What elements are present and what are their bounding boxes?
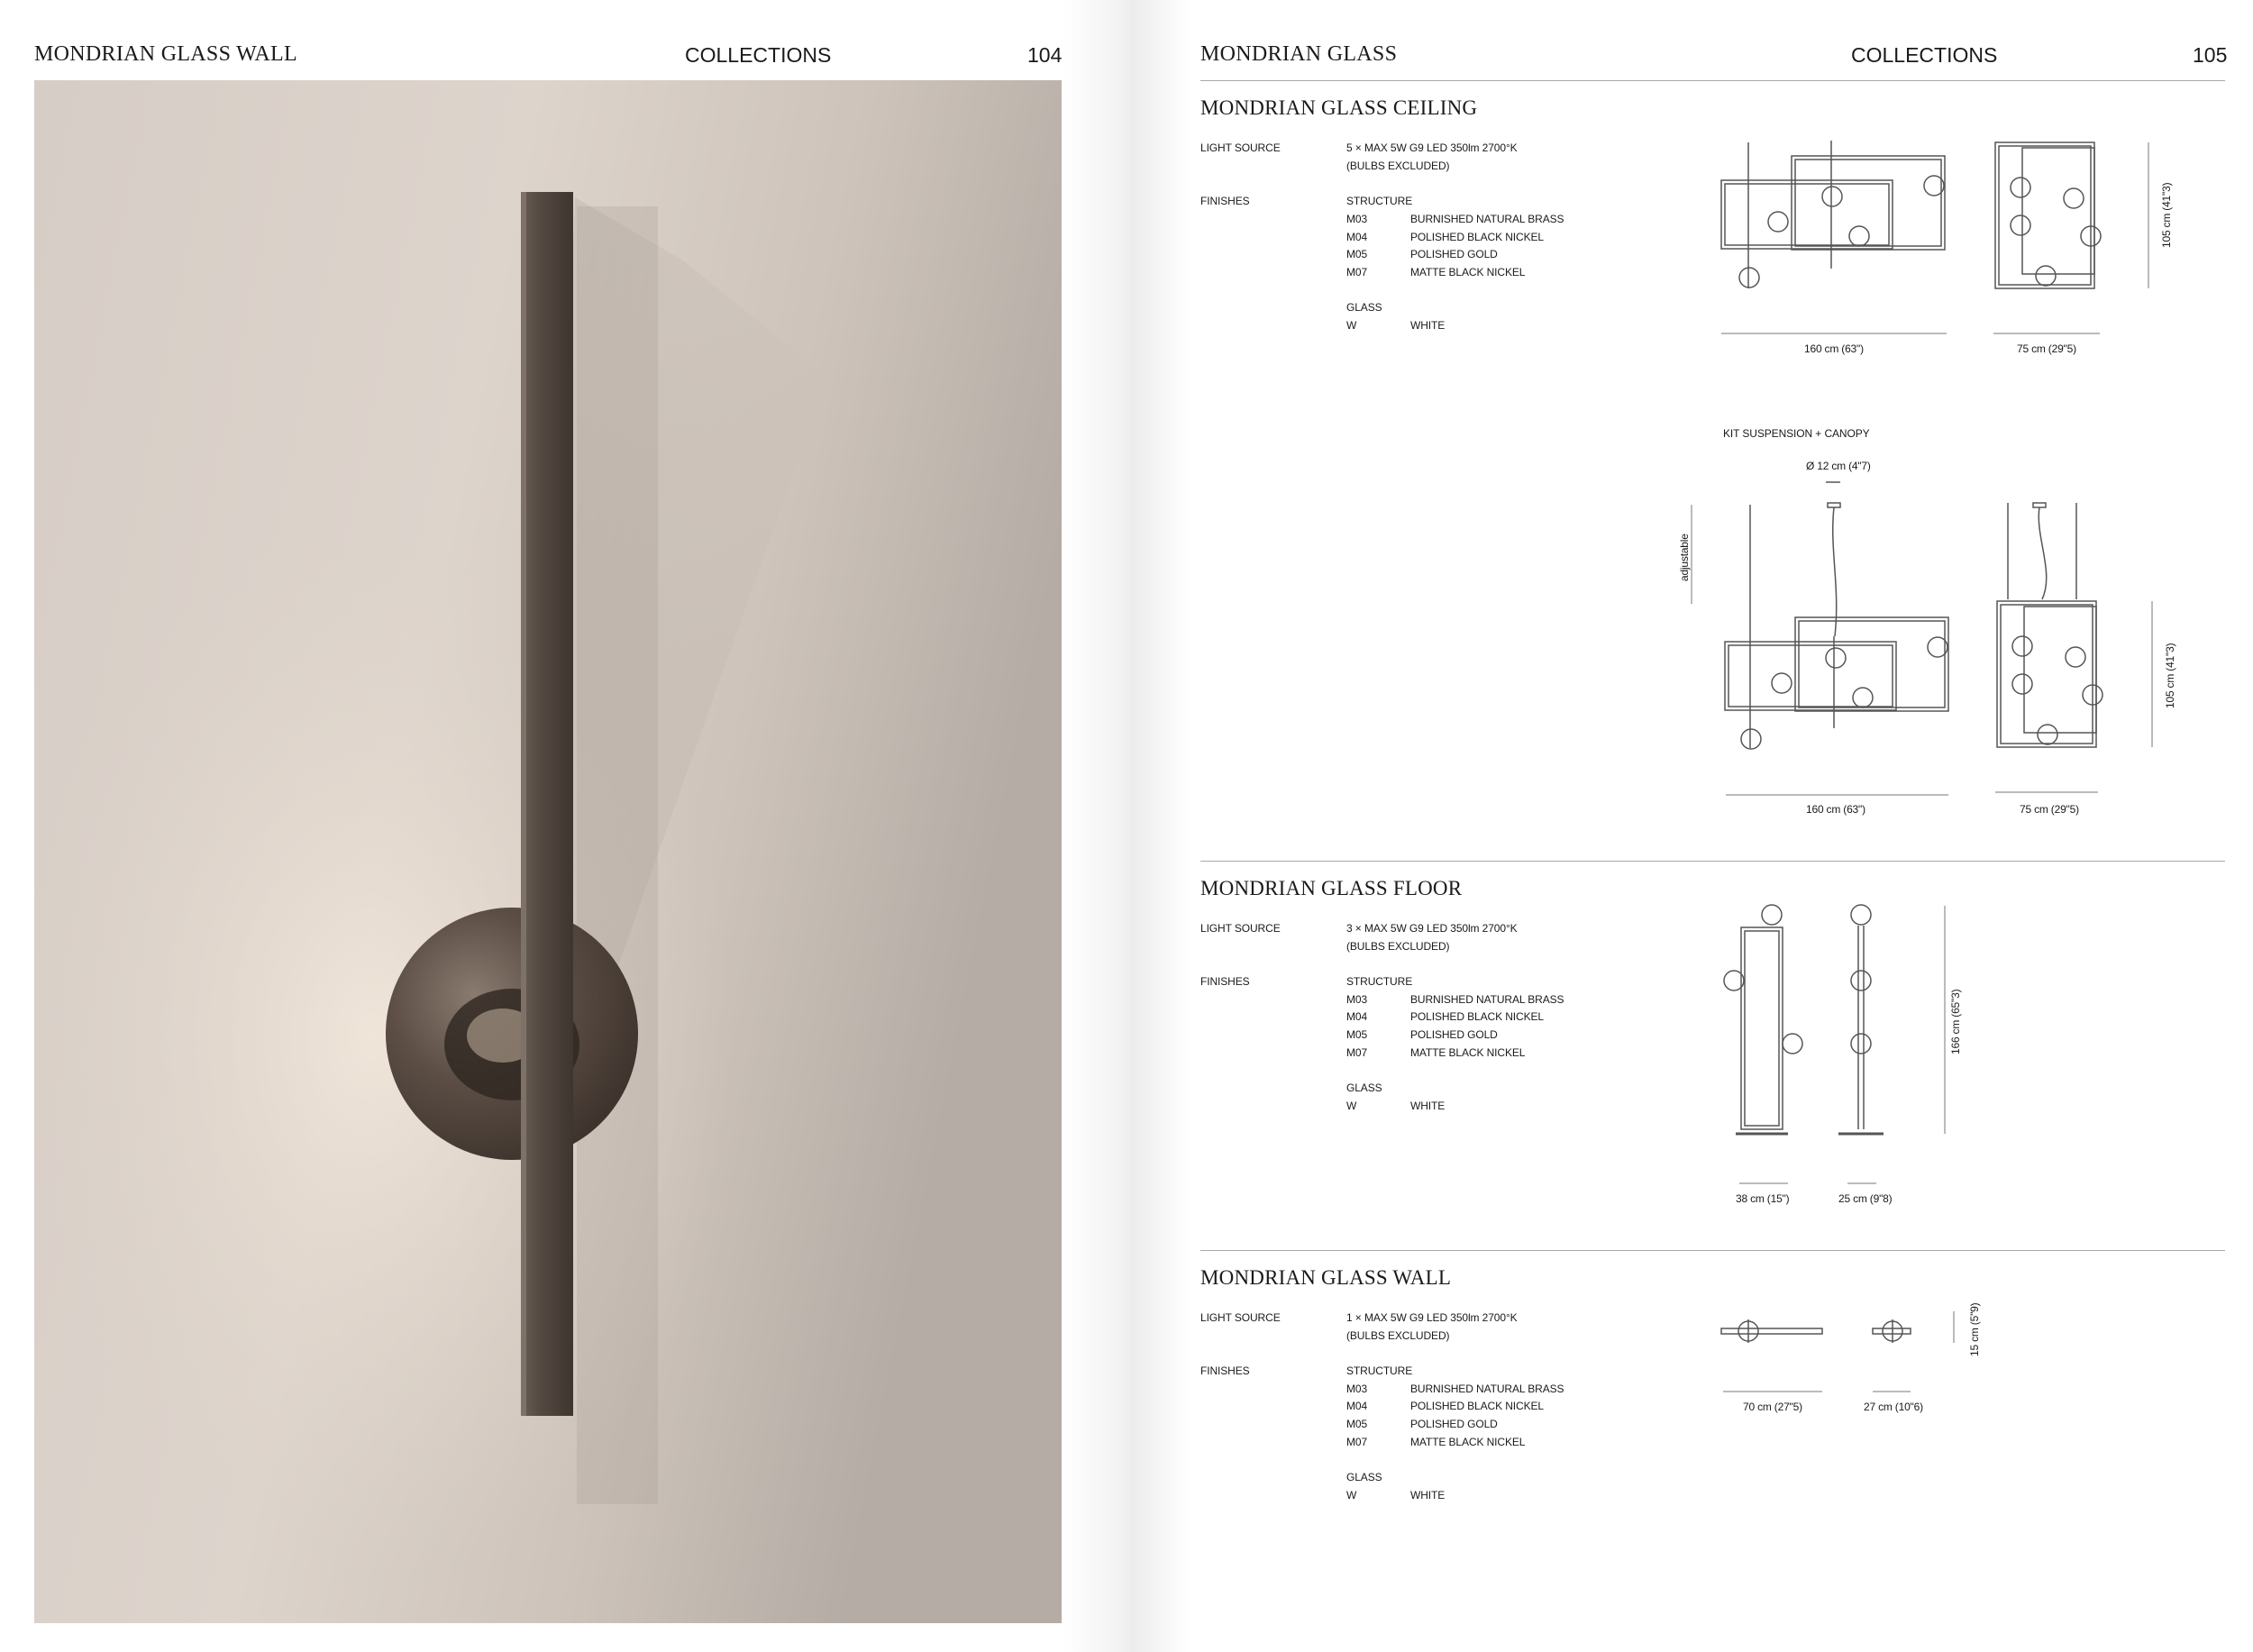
ceiling-glass-code: W xyxy=(1346,319,1357,332)
left-page-number: 104 xyxy=(1027,43,1063,67)
floor-finish-code: M07 xyxy=(1346,1046,1368,1059)
header-divider xyxy=(1200,80,2225,81)
ceiling-width-dimension: 160 cm (63") xyxy=(1804,342,1864,355)
ceiling-glass-name: WHITE xyxy=(1410,319,1446,332)
wall-finish-code: M03 xyxy=(1346,1383,1368,1395)
wall-drawings xyxy=(1712,1307,1983,1406)
ceiling-light-source-value: 5 × MAX 5W G9 LED 350lm 2700°K xyxy=(1346,141,1518,154)
floor-width-dimension: 38 cm (15") xyxy=(1736,1192,1790,1205)
wall-finish-code: M07 xyxy=(1346,1436,1368,1448)
ceiling-suspension-front-drawing xyxy=(1694,478,1983,802)
wall-finish-name: BURNISHED NATURAL BRASS xyxy=(1410,1383,1564,1395)
ceiling-side-drawing xyxy=(1983,135,2163,351)
wall-glass-label: GLASS xyxy=(1346,1471,1382,1483)
floor-wall-divider xyxy=(1200,1250,2225,1251)
ceiling-suspension-height-dimension: 105 cm (41"3) xyxy=(2164,643,2176,708)
right-header-title: MONDRIAN GLASS xyxy=(1200,42,1398,66)
wall-title: MONDRIAN GLASS WALL xyxy=(1200,1266,1452,1289)
ceiling-finish-name: POLISHED BLACK NICKEL xyxy=(1410,231,1544,243)
floor-structure-label: STRUCTURE xyxy=(1346,975,1413,988)
floor-height-dimension: 166 cm (65"3) xyxy=(1949,989,1962,1054)
wall-glass-name: WHITE xyxy=(1410,1489,1446,1501)
ceiling-suspension-depth-dimension: 75 cm (29"5) xyxy=(2020,803,2079,816)
wall-glass-code: W xyxy=(1346,1489,1357,1501)
floor-glass-label: GLASS xyxy=(1346,1082,1382,1094)
ceiling-depth-dimension: 75 cm (29"5) xyxy=(2017,342,2076,355)
floor-finish-code: M05 xyxy=(1346,1028,1368,1041)
ceiling-floor-divider xyxy=(1200,861,2225,862)
floor-finish-name: POLISHED BLACK NICKEL xyxy=(1410,1010,1544,1023)
wall-finish-name: POLISHED BLACK NICKEL xyxy=(1410,1400,1544,1412)
ceiling-light-source-label: LIGHT SOURCE xyxy=(1200,141,1281,154)
left-header-section: COLLECTIONS xyxy=(685,43,832,67)
wall-light-source-value: 1 × MAX 5W G9 LED 350lm 2700°K xyxy=(1346,1311,1518,1324)
floor-title: MONDRIAN GLASS FLOOR xyxy=(1200,877,1463,899)
wall-finish-name: POLISHED GOLD xyxy=(1410,1418,1498,1430)
product-photo-illustration xyxy=(34,80,1062,1623)
ceiling-finish-code: M07 xyxy=(1346,266,1368,278)
wall-finish-code: M04 xyxy=(1346,1400,1368,1412)
ceiling-finish-code: M04 xyxy=(1346,231,1368,243)
ceiling-title: MONDRIAN GLASS CEILING xyxy=(1200,96,1478,119)
ceiling-finish-name: BURNISHED NATURAL BRASS xyxy=(1410,213,1564,225)
ceiling-finish-name: MATTE BLACK NICKEL xyxy=(1410,266,1526,278)
floor-depth-dimension: 25 cm (9"8) xyxy=(1838,1192,1893,1205)
wall-depth-dimension: 27 cm (10"6) xyxy=(1864,1401,1923,1413)
wall-height-dimension: 15 cm (5"9) xyxy=(1968,1302,1981,1356)
floor-finish-name: MATTE BLACK NICKEL xyxy=(1410,1046,1526,1059)
ceiling-height-dimension: 105 cm (41"3) xyxy=(2160,182,2173,248)
floor-bulbs-note: (BULBS EXCLUDED) xyxy=(1346,940,1450,953)
ceiling-front-drawing xyxy=(1712,135,1965,351)
ceiling-finishes-label: FINISHES xyxy=(1200,195,1250,207)
floor-drawings xyxy=(1712,897,1947,1194)
ceiling-finish-code: M03 xyxy=(1346,213,1368,225)
ceiling-suspension-side-drawing xyxy=(1983,500,2163,807)
right-page-number: 105 xyxy=(2193,43,2228,67)
floor-glass-name: WHITE xyxy=(1410,1100,1446,1112)
floor-light-source-label: LIGHT SOURCE xyxy=(1200,922,1281,935)
floor-finish-name: POLISHED GOLD xyxy=(1410,1028,1498,1041)
adjustable-label: adjustable xyxy=(1678,534,1691,581)
wall-finishes-label: FINISHES xyxy=(1200,1364,1250,1377)
floor-glass-code: W xyxy=(1346,1100,1357,1112)
right-header-section: COLLECTIONS xyxy=(1851,43,1998,67)
kit-suspension-label: KIT SUSPENSION + CANOPY xyxy=(1723,427,1870,440)
page-gutter xyxy=(1063,0,1190,1652)
wall-finish-code: M05 xyxy=(1346,1418,1368,1430)
wall-width-dimension: 70 cm (27"5) xyxy=(1743,1401,1802,1413)
wall-bulbs-note: (BULBS EXCLUDED) xyxy=(1346,1329,1450,1342)
floor-finishes-label: FINISHES xyxy=(1200,975,1250,988)
floor-light-source-value: 3 × MAX 5W G9 LED 350lm 2700°K xyxy=(1346,922,1518,935)
floor-finish-name: BURNISHED NATURAL BRASS xyxy=(1410,993,1564,1006)
floor-finish-code: M03 xyxy=(1346,993,1368,1006)
floor-finish-code: M04 xyxy=(1346,1010,1368,1023)
ceiling-bulbs-note: (BULBS EXCLUDED) xyxy=(1346,160,1450,172)
left-header-title: MONDRIAN GLASS WALL xyxy=(34,42,297,66)
product-photo xyxy=(34,80,1062,1623)
ceiling-finish-code: M05 xyxy=(1346,248,1368,260)
ceiling-suspension-width-dimension: 160 cm (63") xyxy=(1806,803,1865,816)
ceiling-glass-label: GLASS xyxy=(1346,301,1382,314)
wall-light-source-label: LIGHT SOURCE xyxy=(1200,1311,1281,1324)
wall-structure-label: STRUCTURE xyxy=(1346,1364,1413,1377)
ceiling-structure-label: STRUCTURE xyxy=(1346,195,1413,207)
wall-finish-name: MATTE BLACK NICKEL xyxy=(1410,1436,1526,1448)
ceiling-finish-name: POLISHED GOLD xyxy=(1410,248,1498,260)
canopy-dimension: Ø 12 cm (4"7) xyxy=(1806,460,1871,472)
